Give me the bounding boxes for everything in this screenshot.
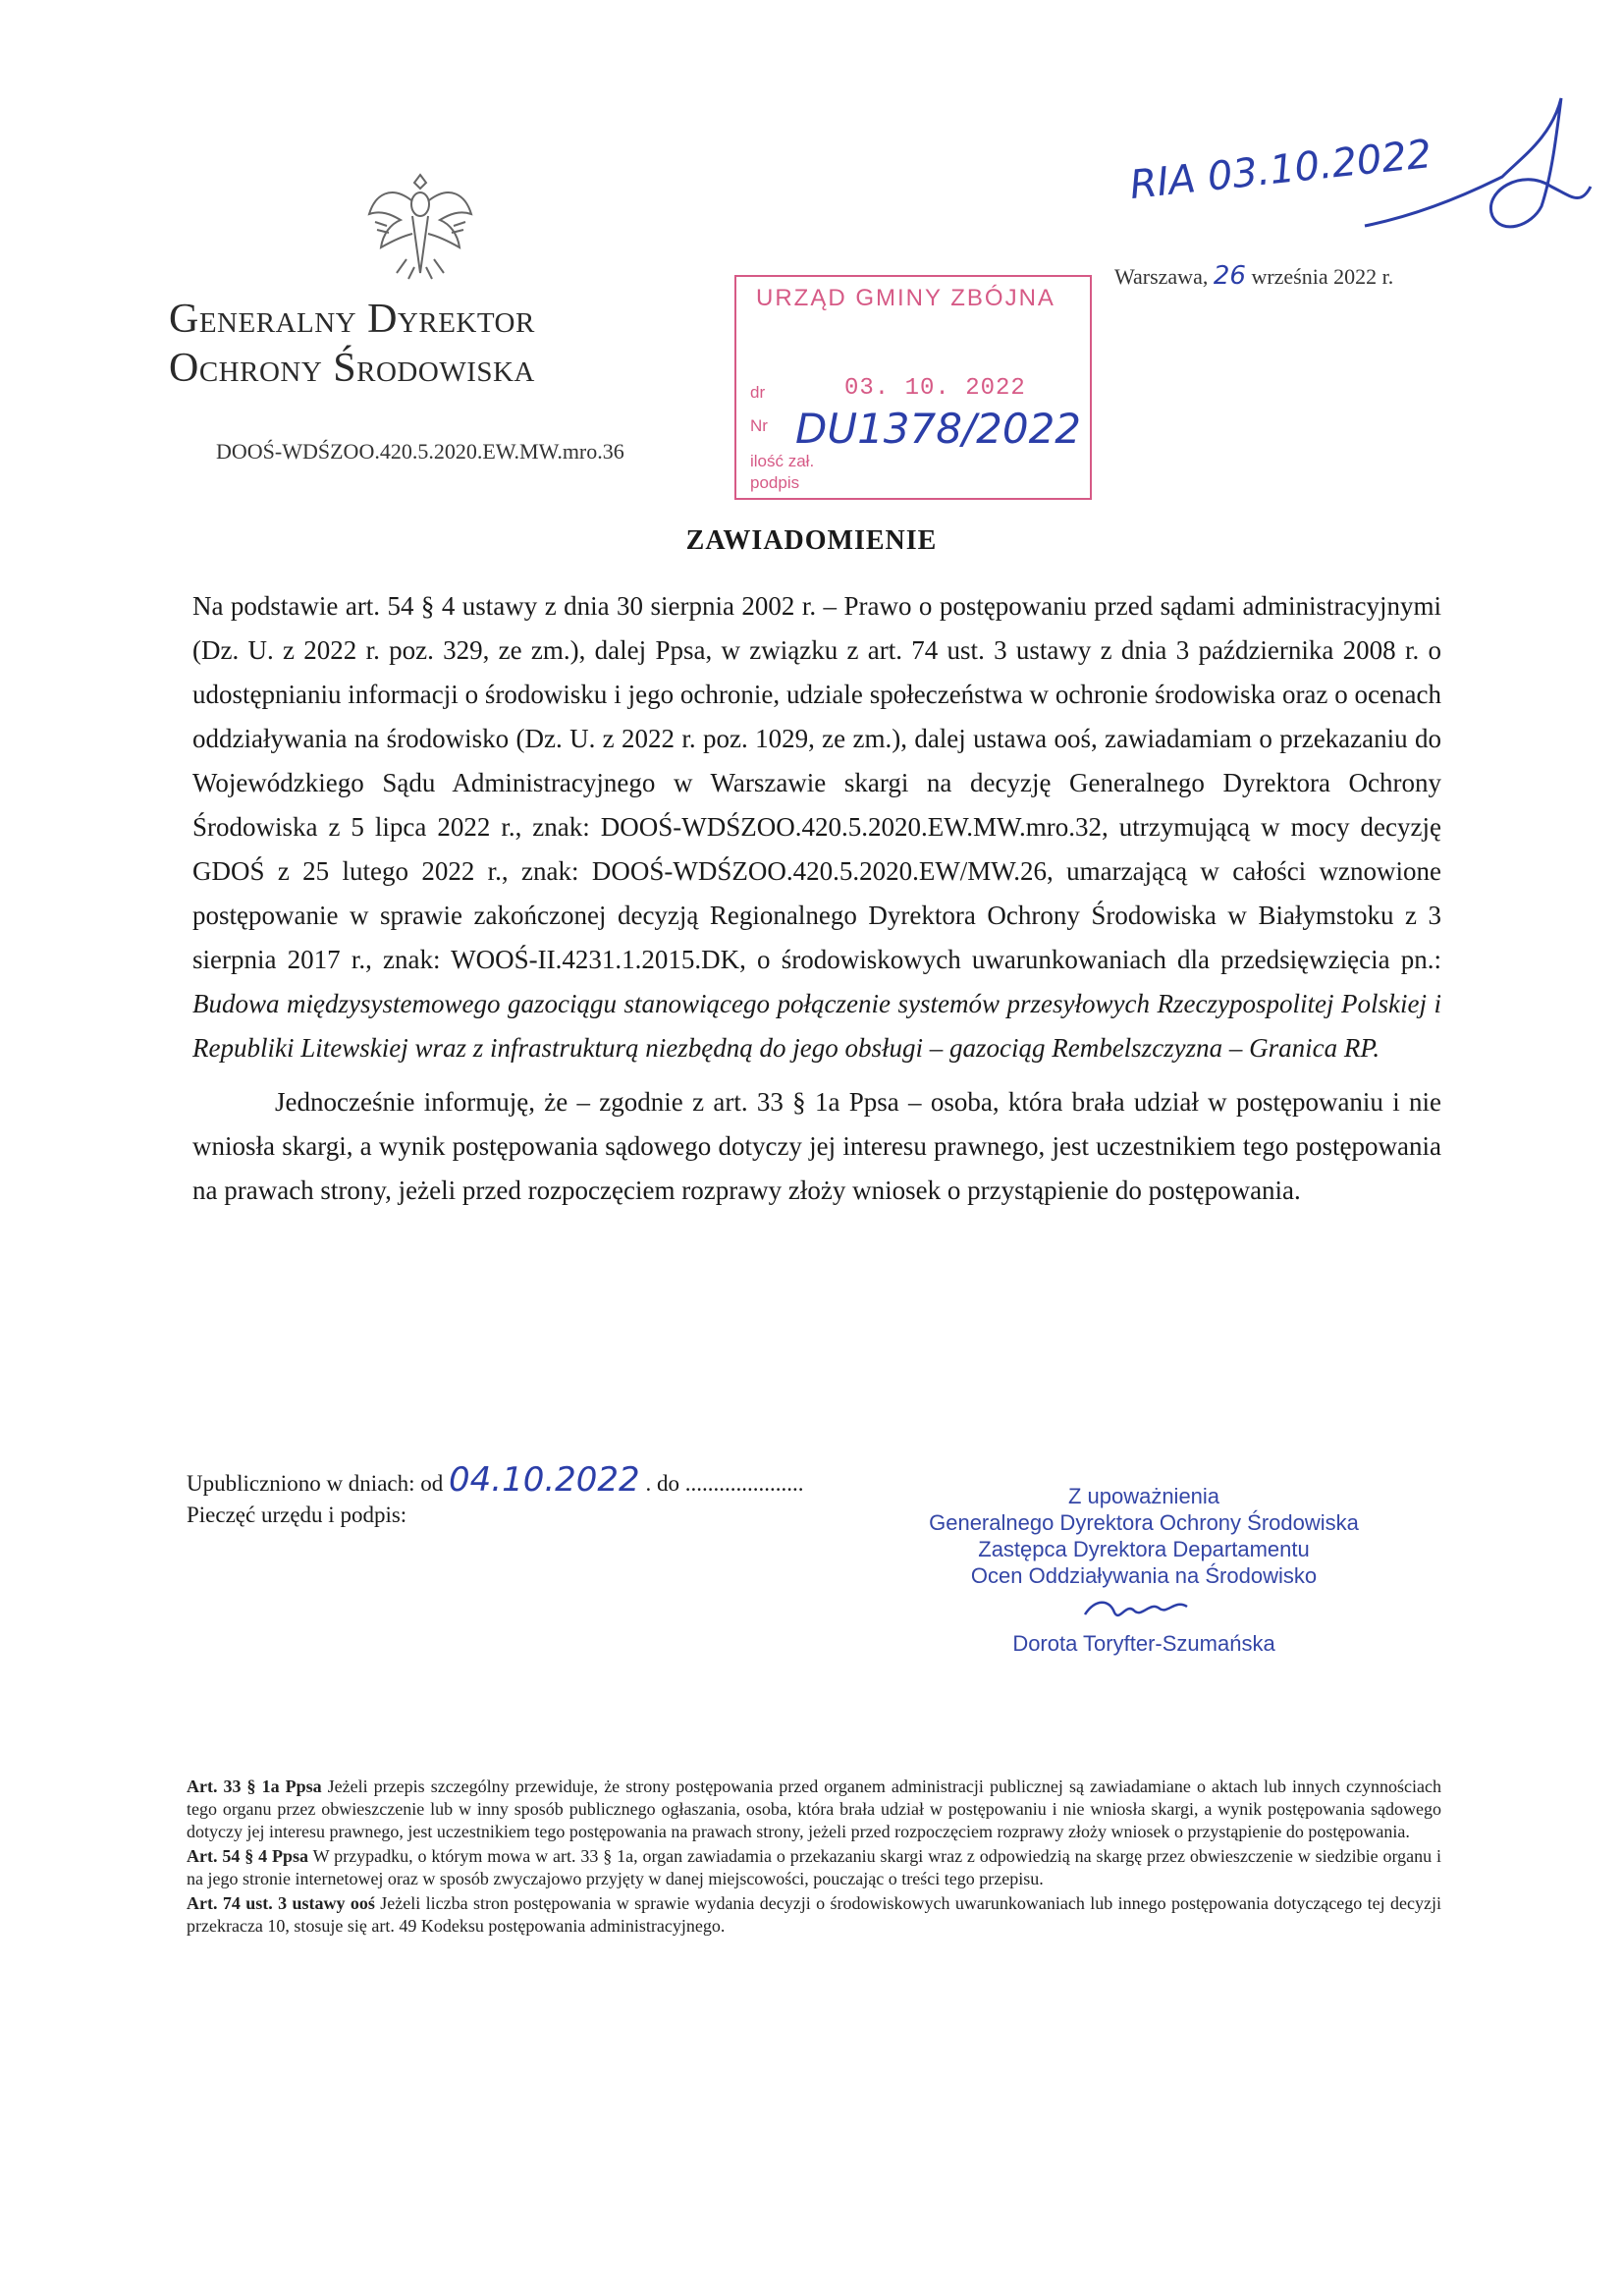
stamp-office-name: URZĄD GMINY ZBÓJNA (756, 285, 1055, 311)
stamp-date: 03. 10. 2022 (844, 375, 1026, 402)
publication-label: Upubliczniono w dniach: od (187, 1471, 444, 1496)
footnote-text: W przypadku, o którym mowa w art. 33 § 1a, organ zawiadamia o przekazaniu skargi wraz z odpowiedzią na skargę przez obwieszczenie w siedzibie organu i na jego stronie internetowej oraz w sposób zwyczajowo przyjęty w danej miejscowości, pouczając o treści tego przepisu. (187, 1846, 1441, 1888)
organization-title-line1: Generalny Dyrektor (169, 297, 535, 342)
reference-number: DOOŚ-WDŚZOO.420.5.2020.EW.MW.mro.36 (216, 439, 624, 464)
stamp-attachments-label: ilość zał. (750, 452, 815, 470)
signature-scribble-icon (1065, 1589, 1222, 1624)
signature-line-3: Zastępca Dyrektora Departamentu (978, 1537, 1310, 1561)
place-month-year: września 2022 r. (1251, 264, 1394, 289)
footnote-heading: Art. 74 ust. 3 ustawy ooś (187, 1893, 375, 1913)
eagle-emblem-icon (361, 165, 479, 283)
place-day-handwritten: 26 (1213, 261, 1246, 291)
body-paragraph-1-text: Na podstawie art. 54 § 4 ustawy z dnia 30 sierpnia 2002 r. – Prawo o postępowaniu przed sądami administracyjnymi (Dz. U. z 2022 r. poz. 329, ze zm.), dalej Ppsa, w związku z art. 74 ust. 3 ustawy z dnia 3 października 2008 r. o udostępnianiu informacji o środowisku i jego ochronie, udziale społeczeństwa w ochronie środowiska oraz o ocenach oddziaływania na środowisko (Dz. U. z 2022 r. poz. 1029, ze zm.), dalej ustawa ooś, zawiadamiam o przekazaniu do Wojewódzkiego Sądu Administracyjnego w Warszawie skargi na decyzję Generalnego Dyrektora Ochrony Środowiska z 5 lipca 2022 r., znak: DOOŚ-WDŚZOO.420.5.2020.EW.MW.mro.32, utrzymującą w mocy decyzję GDOŚ z 25 lutego 2022 r., znak: DOOŚ-WDŚZOO.420.5.2020.EW/MW.26, umarzającą w całości wznowione postępowanie w sprawie zakończonej decyzją Regionalnego Dyrektora Ochrony Środowiska w Białymstoku z 3 sierpnia 2017 r., znak: WOOŚ-II.4231.1.2015.DK, o środowiskowych uwarunkowaniach dla przedsięwzięcia pn.: (192, 591, 1441, 974)
stamp-signature-label: podpis (750, 473, 800, 492)
signature-line-2: Generalnego Dyrektora Ochrony Środowiska (929, 1510, 1359, 1535)
office-receipt-stamp (734, 275, 1092, 500)
publication-to-label: . do ..................... (645, 1471, 804, 1496)
footnote-item (187, 1776, 1441, 1843)
footnote-text: Jeżeli przepis szczególny przewiduje, że strony postępowania przed organem administracji publicznej są zawiadamiane o aktach lub innych czynnościach tego organu przez obwieszczenie lub w inny sposób publicznego ogłaszania, osoba, która brała udział w postępowaniu i nie wniosła skargi, a wynik postępowania sądowego dotyczy jej interesu prawnego, jest uczestnikiem tego postępowania na prawach strony, jeżeli przed rozpoczęciem rozprawy złoży wniosek o przystąpienie do postępowania. (187, 1777, 1441, 1841)
organization-title-line2: Ochrony Środowiska (169, 346, 535, 391)
stamp-date-label: dr (750, 383, 766, 402)
signatory-name: Dorota Toryfter-Szumańska (1012, 1631, 1275, 1656)
footnote-heading: Art. 54 § 4 Ppsa (187, 1846, 309, 1866)
document-title: ZAWIADOMIENIE (685, 525, 938, 556)
publication-from-date-handwritten: 04.10.2022 (449, 1460, 640, 1500)
body-paragraph-2: Jednocześnie informuję, że – zgodnie z art. 33 § 1a Ppsa – osoba, która brała udział w postępowaniu i nie wniosła skargi, a wynik postępowania sądowego dotyczy jej interesu prawnego, jest uczestnikiem tego postępowania na prawach strony, jeżeli przed rozpoczęciem rozprawy złoży wniosek o przystąpienie do postępowania. (192, 1087, 1441, 1205)
footnote-item (187, 1892, 1441, 1938)
place-prefix: Warszawa, (1114, 264, 1209, 289)
footnote-heading: Art. 33 § 1a Ppsa (187, 1777, 322, 1796)
stamp-number-label: Nr (750, 416, 768, 435)
place-and-date (1114, 261, 1393, 291)
signature-stamp (898, 1483, 1389, 1657)
organization-title (169, 295, 758, 393)
project-name: Budowa międzysystemowego gazociągu stanowiącego połączenie systemów przesyłowych Rzeczypospolitej Polskiej i Republiki Litewskiej wraz z infrastrukturą niezbędną do jego obsługi – gazociąg Rembelszczyzna – Granica RP. (192, 989, 1441, 1063)
footnote-text: Jeżeli liczba stron postępowania w sprawie wydania decyzji o środowiskowych uwarunkowaniach lub innego postępowania dotyczącego tej decyzji przekracza 10, stosuje się art. 49 Kodeksu postępowania administracyjnego. (187, 1893, 1441, 1936)
stamp-registration-number-handwritten: DU1378/2022 (795, 405, 1082, 453)
footnote-item (187, 1845, 1441, 1890)
handwritten-signature-icon (1355, 79, 1600, 265)
publication-line (187, 1460, 803, 1500)
body-paragraph-1 (192, 584, 1441, 1070)
seal-and-signature-label: Pieczęć urzędu i podpis: (187, 1503, 407, 1527)
signature-line-1: Z upoważnienia (1067, 1484, 1220, 1508)
document-body (192, 584, 1441, 1213)
legal-footnotes (187, 1776, 1441, 1940)
receipt-handwritten-note: RIA 03.10.2022 (1127, 131, 1434, 209)
signature-line-4: Ocen Oddziaływania na Środowisko (970, 1563, 1318, 1588)
